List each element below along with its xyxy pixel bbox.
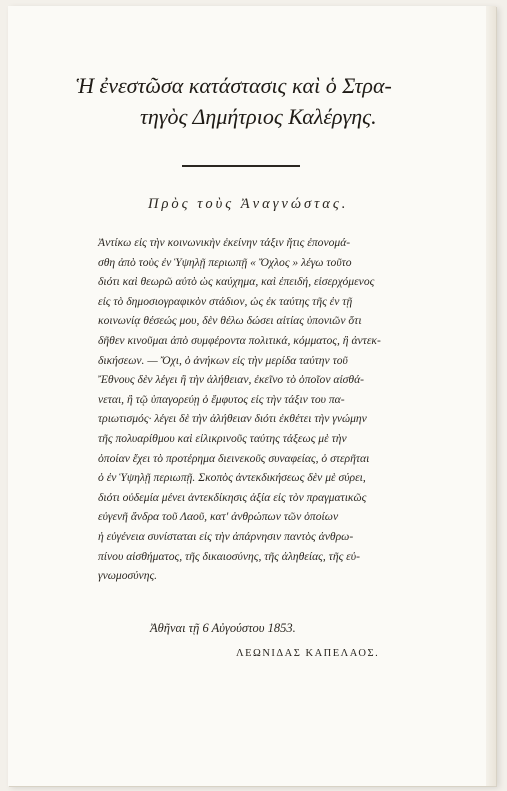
dateline: Ἀθῆναι τῇ 6 Αὐγούστου 1853. (150, 621, 296, 635)
body-line: κοινωνίᾳ θέσεώς μου, δὲν θέλω δώσει αἰτίας ὑπονιῶν ὅτι (98, 314, 362, 328)
body-line: πίνου αἰσθήματος, τῆς δικαιοσύνης, τῆς ἀληθείας, τῆς εὐ- (98, 549, 360, 563)
body-line: εὐγενῆ ἄνδρα τοῦ Λαοῦ, κατ' ἀνθρώπων τῶν ὁποίων (98, 510, 339, 524)
page-edge (486, 6, 496, 786)
body-line: δικήσεων. — Ὄχι, ὁ ἀνήκων εἰς τὴν μερίδα ταύτην τοῦ (98, 353, 348, 367)
body-line: Ἀντίκω εἰς τὴν κοινωνικὴν ἐκείνην τάξιν ἥτις ἐπονομά- (98, 236, 351, 249)
body-text (98, 233, 423, 586)
body-line: δῆθεν κινοῦμαι ἀπὸ συμφέροντα πολιτικά, κόμματος, ἢ ἀντεκ- (98, 333, 381, 347)
body-line: διότι οὐδεμία μένει ἀντεκδίκησις ἀξία εἰς τὸν πραγματικῶς (98, 490, 367, 504)
section-heading: Πρὸς τοὺς Ἀναγνώστας. (148, 196, 349, 212)
body-line: Ἔθνους δὲν λέγει ἢ τὴν ἀλήθειαν, ἐκεῖνο τὸ ὁποῖον αἰσθά- (98, 373, 365, 387)
body-line: γνωμοσύνης. (98, 569, 158, 583)
body-line: τριωτισμός· λέγει δὲ τὴν ἀλήθειαν διότι ἐκθέτει τὴν γνώμην (98, 412, 367, 426)
title-line-2: τηγὸς Δημήτριος Καλέργης. (140, 104, 377, 129)
body-line: νεται, ἢ τῷ ὑπαγορεύῃ ὁ ἔμφυτος εἰς τὴν τάξιν του πα- (98, 392, 345, 406)
body-line: ὁ ἐν Ὑψηλῇ περιωπῇ. Σκοπὸς ἀντεκδικήσεως δὲν μὲ σύρει, (98, 471, 366, 485)
title-divider (182, 165, 300, 167)
body-line: ὁποίαν ἔχει τὸ προτέρημα διεινεκοῦς συναφείας, ὁ στερῆται (98, 451, 370, 465)
document-page (8, 6, 496, 786)
page-title (76, 70, 436, 132)
body-line: τῆς πολυαρίθμου καὶ εἰλικρινοῦς ταύτης τάξεως μὲ τὴν (98, 431, 347, 445)
body-line: εἰς τὸ δημοσιογραφικὸν στάδιον, ὡς ἐκ ταύτης τῆς ἐν τῇ (98, 294, 353, 308)
body-line: ἡ εὐγένεια συνίσταται εἰς τὴν ἀπάρνησιν παντὸς ἀνθρω- (98, 529, 354, 543)
author-signature: ΛΕΩΝΙΔΑΣ ΚΑΠΕΛΑΟΣ. (236, 648, 380, 659)
body-line: σθη ἀπὸ τοὺς ἐν Ὑψηλῇ περιωπῇ « Ὄχλος » λέγω τοῦτο (98, 255, 352, 269)
title-line-1: Ἡ ἐνεστῶσα κατάστασις καὶ ὁ Στρα- (76, 73, 392, 98)
body-line: διότι καὶ θεωρῶ αὐτὸ ὡς καύχημα, καὶ ἐπειδή, εἰσερχόμενος (98, 275, 375, 289)
